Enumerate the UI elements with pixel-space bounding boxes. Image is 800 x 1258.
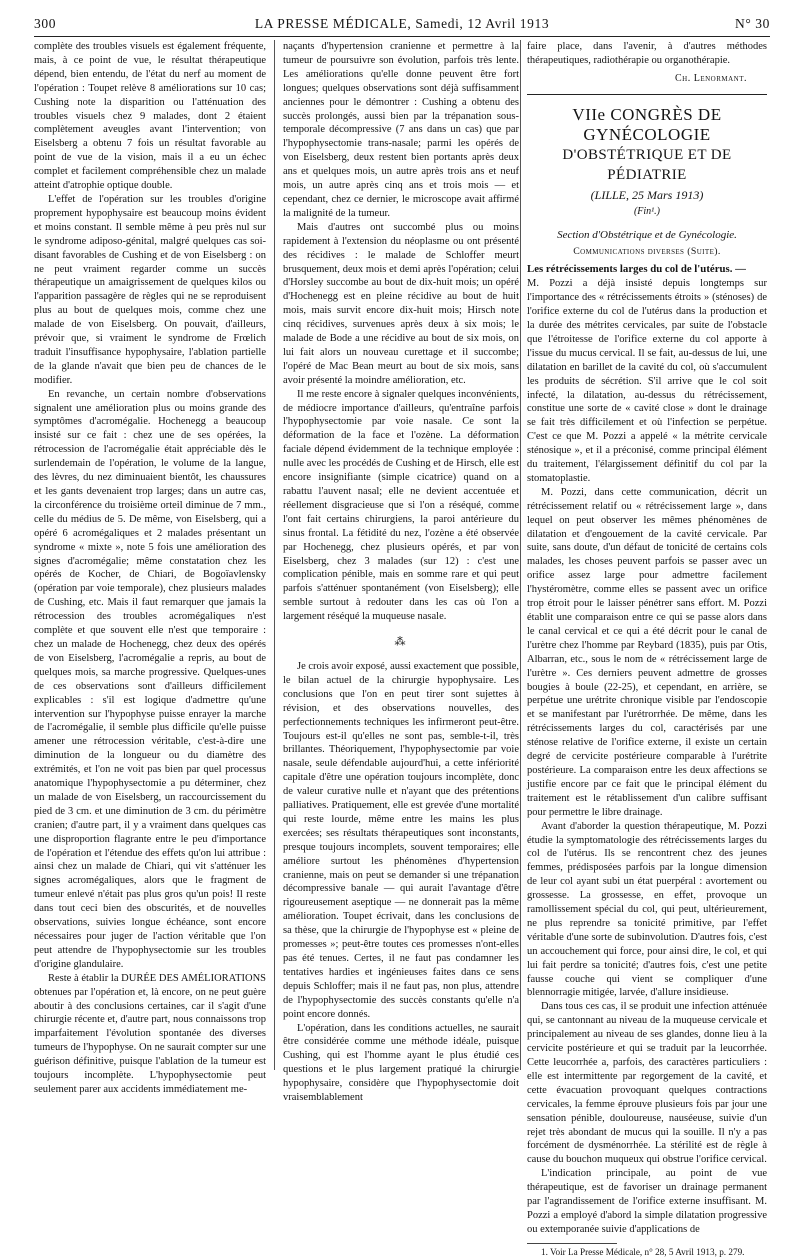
column-2 <box>283 40 519 1104</box>
congress-dateline: (LILLE, 25 Mars 1913) <box>590 187 704 202</box>
column-divider <box>274 40 275 1070</box>
divider <box>527 94 767 95</box>
issue-number: N° 30 <box>734 16 770 31</box>
section-separator: ⁂ <box>394 636 408 649</box>
paragraph: En revanche, un certain nombre d'observations signalent une amélioration plus ou moins grande des symptômes d'acromégalie. Hochenegg a beaucoup insisté sur ce fait : chez une de ses opérées, la rétrocession de l'acromégalie était appréciable dès le surlendemain de l'opération, le volume de la langue, des lèvres, du nez diminuaient bientôt, les chaussures et les gants devenaient trop larges; dans un autre cas, la circonférence du troisième orteil diminue de 7 mm., celle du médius de 5. De même, von Eiselsberg, qui a opéré 6 acromégaliques et 2 malades présentant un syndrome « mixte », note 5 fois une amélioration des signes d'acromégalie; même constatation chez les opérés de Kocher, de Chiari, de Bogoïavlensky (opération par voie temporale), chez plusieurs malades de Cushing, etc. Mais il faut remarquer que jamais la rétrocession des troubles acromégaliques n'est complète et que souvent elle n'est que temporaire : chez un malade de Hochenegg, chez deux des opérés de von Eiselsberg, l'acromégalie a repris, au bout de quelques mois, sa marche progressive. Quelques-unes de ces observations sont d'ailleurs difficilement explicables : s'il est logique d'admettre qu'une intervention sur l'hypophyse puisse enrayer la marche de l'acromégalie, il semble plus difficile qu'elle puisse amener une rétrocession véritable, c'est-à-dire une diminution de la longueur ou du diamètre des extrémités, et l'on ne voit pas bien par quel processus anatomique l'hypophysectomie a pu déterminer, chez un malade de von Eiselsberg, un raccourcissement du pied de 3 cm. et une diminution de 3 cm. du périmètre cranien; d'autre part, il y a vraiment dans quelques cas une disproportion flagrante entre le peu d'importance de l'opération et l'étendue des effets qu'on lui attribue : ainsi chez un malade de Chiari, qui vit s'atténuer les signes acromégaliques, alors que le fragment de tumeur enlevé n'était pas plus gros qu'un pois! Il reste dans tout ceci bien des obscurités, et de nouvelles observations, suivies longue échéance, sont encore nécessaires pour juger de l'action véritable que l'on peut attendre de l'hypophysectomie sur les troubles d'origine glandulaire. <box>34 388 266 970</box>
column-divider <box>520 40 521 1070</box>
congress-title: VIIe CONGRÈS DE GYNÉCOLOGIE <box>572 104 722 144</box>
paragraph: Dans tous ces cas, il se produit une infection atténuée qui, se cantonnant au niveau de la muqueuse cervicale et principalement au niveau de ses glandes, donne lieu à la cervicite postérieure et qui se traduit par la leucorrhée. Cette leucorrhée a, parfois, des caractères particuliers : elle est intermittente par regorgement de la cavité, et cette évacuation provoquant quelques contractions cervicales, la femme éprouve plusieurs fois par jour une sensation pénible, douloureuse, nauséeuse, suivie d'un rejet très abondant de mucus qui la souille. Il n'y a pas forcément de dysménorrhée. La stérilité est de règle à cause du bouchon muqueux qui obstrue l'orifice cervical. <box>527 1001 767 1166</box>
section-title: Section d'Obstétrique et de Gynécologie. <box>557 228 737 241</box>
paragraph: Il me reste encore à signaler quelques inconvénients, de médiocre importance d'ailleurs, qu'entraîne parfois l'hypophysectomie par voie nasale. Ce sont la déformation de la face et l'ozène. La déformation faciale dépend évidemment de la technique employée : nulle avec les procédés de Cushing et de Hirsch, elle est encore insignifiante (simple cicatrice) quand on a rabattu l'auvent nasal; elle ne devient accentuée et réellement disgracieuse que si l'on a réséqué, comme l'ont fait certains chirurgiens, la paroi antérieure du sinus frontal. La fétidité du nez, l'ozène a été observée par Hochenegg, chez plusieurs opérés, et par von Eiselsberg, chez 3 malades (sur 12) : c'est une complication pénible, mais en somme rare et qui peut parfois s'atténuer spontanément (von Eiselsberg); elle semble surtout à redouter dans les cas où l'on a largement réséqué la muqueuse nasale. <box>283 388 519 623</box>
column-3 <box>527 40 767 1257</box>
author-signature: Ch. Lenormant. <box>675 72 747 84</box>
journal-title: LA PRESSE MÉDICALE, Samedi, 12 Avril 1913 <box>254 16 550 31</box>
paragraph: Avant d'aborder la question thérapeutique, M. Pozzi étudie la symptomatologie des rétrécissements larges du col de l'utérus. Ils se rencontrent chez des jeunes femmes, prédisposées parfois par la longue dimension de leur col ayant subi un état puerpéral : avortement ou grossesse. La grossesse, en effet, provoque un ramollissement spécial du col, qui peut, ultérieurement, ne plus reprendre sa tonicité primitive, par l'effet véritable d'une sorte de subinvolution. D'autres fois, c'est un accouchement qui force, pour ainsi dire, le col, et qui lui fait perdre sa tonicité; d'autres fois, c'est une petite fausse couche qui vient se compliquer d'une blennorragie mitigée, larvée, d'allure insidieuse. <box>527 820 767 999</box>
subsection-title: Communications diverses (Suite). <box>573 246 721 258</box>
paragraph: M. Pozzi, dans cette communication, décrit un rétrécissement relatif ou « rétrécissement large », dans lequel on peut observer les mêmes phénomènes de dilatation et d'engouement de la cavité cervicale. Par suite, sans doute, d'un défaut de tonicité de certains cols malades, les choses peuvent parfois se passer avec un orifice assez large pour admettre facilement l'hystéromètre, comme elles se passent avec un orifice trop étroit pour le laisser pénétrer sans effort. M. Pozzi établit une comparaison entre ce qui se passe alors dans le canal cervical et ce qui a été décrit pour le canal de l'urètre chez l'homme par Reybard (1835), puis par Otis, Albarran, etc., sous le nom de « rétrécissement large de l'urètre ». Ces derniers peuvent admettre de grosses bougies à boule (22-25), et cependant, en arrière, se perpétue une urétrite chronique visible par l'endoscopie et se manifestant par l'urétrorrhée. De même, dans les rétrécissements larges du col, caractérisés par une sténose relative de l'orifice externe, il existe un certain degré de cervicite postérieure comparable à l'urétrite postérieure. La comparaison entre les deux affections se justifie encore par ce fait que le principal élément du traitement est le rétablissement d'un calibre suffisant pour permettre le libre drainage. <box>527 486 767 818</box>
paragraph: L'effet de l'opération sur les troubles d'origine proprement hypophysaire est beaucoup moins évident et moins constant. Il semble même à peu près nul sur le syndrome adiposo-génital, malgré quelques cas soi-disant favorables de Cushing et de von Eiselsberg : on ne peut vraiment regarder comme un succès thérapeutique un amaigrissement de quelques kilos ou l'apparition passagère de règles qui ne se reproduisent plus au bout de quelques mois, comme chez une malade de von Eiselsberg. On pouvait, d'ailleurs, prévoir que, si vraiment le syndrome de Frœlich traduit l'insuffisance hypophysaire, l'ablation partielle de la glande n'avait que bien peu de chances de le modifier. <box>34 193 266 386</box>
footnote: 1. Voir La Presse Médicale, n° 28, 5 Avril 1913, p. 279. <box>541 1246 745 1257</box>
paragraph: naçants d'hypertension cranienne et permettre à la tumeur de poursuivre son évolution, parfois très lente. Les améliorations qu'elle donne peuvent être fort longues; quelques observations sont déjà suffisamment anciennes pour le démontrer : Cushing a obtenu des succès prolongés, aussi bien par la trépanation sous-temporale décompressive (7 ans dans un cas) que par l'hypophysectomie trans-nasale; parmi les opérés de von Eiselsberg, deux restent bien portants après deux ans et quelques mois, un autre après trois ans et neuf mois, un autre après cinq ans et trois mois — et cependant, chez ce dernier, le microscope avait affirmé la malignité de la tumeur. <box>283 41 519 219</box>
article-title: Les rétrécissements larges du col de l'utérus. — <box>527 263 746 276</box>
paragraph: Reste à établir la DURÉE DES AMÉLIORATIONS obtenues par l'opération et, là encore, on ne peut guère aboutir à des conclusions certaines, car il s'agit d'une chirurgie récente et, d'autre part, nous connaissons trop imparfaitement l'évolution spontanée des diverses tumeurs de l'hypophyse. On ne saurait compter sur une guérison définitive, puisque l'ablation de la tumeur est toujours incomplète. L'hypophysectomie peut seulement parer aux accidents immédiatement me- <box>34 972 266 1095</box>
footnote-divider <box>527 1243 617 1244</box>
column-1 <box>34 40 266 1095</box>
paragraph: L'indication principale, au point de vue thérapeutique, est de favoriser un drainage permanent par l'agrandissement de l'orifice externe insuffisant. M. Pozzi a employé d'abord la simple dilatation progressive ou extemporanée suivie d'applications de <box>527 1168 767 1235</box>
paragraph: L'opération, dans les conditions actuelles, ne saurait être considérée comme une méthode idéale, puisque Cushing, qui est l'homme ayant le plus étudié ces questions et le plus largement pratiqué la chirurgie hypophysaire, considère que l'hypophysectomie doit vraisemblablement <box>283 1022 519 1104</box>
paragraph: Je crois avoir exposé, aussi exactement que possible, le bilan actuel de la chirurgie hypophysaire. Les conclusions que l'on en peut tirer sont sujettes à révision, et des observations nouvelles, des perfectionnements techniques les infirmeront peut-être. Toujours est-il qu'elles ne sont pas, semble-t-il, très brillantes. Théoriquement, l'hypophysectomie par voie nasale, seule défendable aujourd'hui, a cette infériorité capitale d'être une opération toujours incomplète, donc de valeur curative nulle et n'ayant que des prétentions palliatives. Pratiquement, elle est grevée d'une mortalité qui reste lourde, même entre les mains les plus exercées; ses résultats thérapeutiques sont inconstants, presque toujours incomplets, souvent temporaires; elle améliore surtout les phénomènes d'hypertension cranienne, mais on peut se demander si une trépanation décompressive banale — qui aurait l'avantage d'être rigoureusement aseptique — ne donnerait pas la même amélioration. Toupet écrivait, dans les conclusions de sa thèse, que la chirurgie de l'hypophyse est « pleine de promesses »; peut-être toutes ces promesses n'ont-elles pas été tenues. Certes, il ne faut pas condamner les tentatives hardies et ingénieuses faites dans ce sens depuis Schloffer; mais il ne faut pas, non plus, attendre de l'hypophysectomie des succès constants qu'elle n'a point encore donnés. <box>283 660 519 1020</box>
paragraph: Mais d'autres ont succombé plus ou moins rapidement à l'extension du néoplasme ou ont présenté des récidives : le malade de Schloffer meurt brusquement, deux mois et demi après l'opération; celui d'Horsley succombe au bout de dix-huit mois; un opéré d'Hochenegg est en pleine récidive au bout de huit mois, mais survit encore dix-huit mois; Hirsch note cinq récidives, survenues après deux à six mois; le malade de Bode a une récidive au bout de six mois, on lui fait alors un nouveau curettage et il succombe; l'opéré de Mac Bean meurt au bout de six mois, sans avoir présenté la moindre amélioration, etc. <box>283 221 519 386</box>
congress-subtitle: D'OBSTÉTRIQUE ET DE PÉDIATRIE <box>562 146 732 183</box>
paragraph: M. Pozzi a déjà insisté depuis longtemps sur l'importance des « rétrécissements étroits » (sténoses) de l'orifice externe du col de l'utérus dans la production et la durée des métrites cervicales, par suite de l'obstacle que l'étroitesse de l'orifice externe du col apporte à l'issue du mucus cervical. Il se fait, au-dessus de lui, une dilatation en barillet de la cavité du col, où s'accumulent les produits de sécrétion. S'il arrive que le col soit infecté, la dilatation, au-dessus du rétrécissement, constitue une sorte de « cavité close » dont le drainage se fait très difficilement et où l'infection se perpétue. C'est ce que M. Pozzi a appelé « la métrite cervicale sténosique », et il a préconisé, comme principal élément du traitement, l'élargissement définitif du col par la stomatoplastie. <box>527 278 767 484</box>
paragraph: complète des troubles visuels est également fréquente, mais, à ce point de vue, le résultat thérapeutique dépend, bien entendu, de l'état du nerf au moment de l'opération : Toupet relève 8 améliorations sur 10 cas; Cushing note la disparition ou l'atténuation des troubles visuels chez 9 malades, dont 2 étaient complètement aveugles avant l'intervention; von Eiselsberg a obtenu 7 fois un résultat favorable au point de vue de la vision, mais il a eu un échec complet et facilement compréhensible chez un malade atteint d'atrophie optique double. <box>34 41 266 192</box>
running-header <box>34 14 770 37</box>
continuation-note: (Fin¹.) <box>633 205 661 217</box>
page-number: 300 <box>34 16 57 31</box>
paragraph: faire place, dans l'avenir, à d'autres méthodes thérapeutiques, radiothérapie ou organothérapie. <box>527 41 767 66</box>
